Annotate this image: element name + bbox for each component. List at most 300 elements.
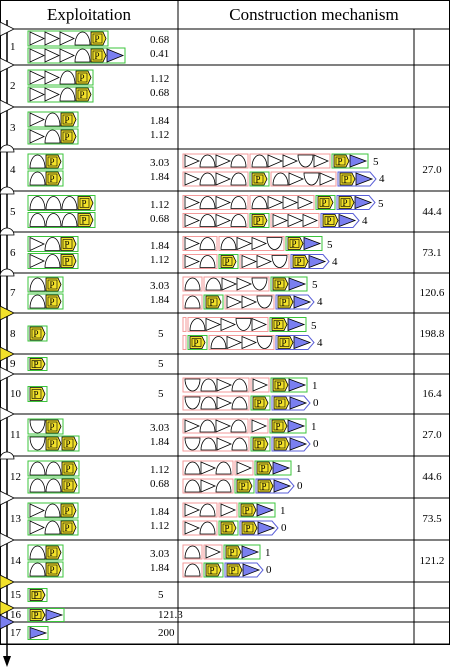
- exploitation-value: 0.68: [150, 478, 170, 490]
- semicircle-icon: [30, 295, 45, 308]
- p-label: P: [64, 523, 70, 533]
- semicircle-icon: [231, 197, 246, 209]
- piece-sequence: [28, 129, 78, 144]
- semicircle-icon: [185, 480, 200, 492]
- timeline-marker: [0, 575, 14, 589]
- triangle-icon: [60, 49, 74, 62]
- triangle-icon: [288, 215, 302, 227]
- triangle-icon: [185, 215, 199, 227]
- triangle-icon: [242, 256, 256, 268]
- triangle-icon: [252, 420, 266, 432]
- p-label: P: [49, 439, 55, 449]
- p-label: P: [33, 610, 39, 621]
- blue-triangle-icon: [274, 480, 290, 492]
- triangle-icon: [242, 337, 256, 349]
- step-count: 4: [332, 255, 338, 268]
- triangle-icon: [216, 197, 230, 209]
- blue-triangle-icon: [356, 173, 372, 185]
- piece-sequence: [28, 277, 63, 292]
- row-number: 12: [10, 471, 21, 483]
- bracket-group: [183, 336, 186, 350]
- step-count: 1: [265, 547, 271, 559]
- p-label: P: [261, 481, 267, 492]
- triangle-icon: [45, 71, 59, 84]
- p-label: P: [255, 174, 261, 185]
- timeline-marker: [0, 533, 14, 547]
- piece-sequence: [183, 479, 294, 493]
- semicircle-icon: [200, 256, 215, 268]
- inverted-semicircle-icon: [267, 238, 282, 250]
- piece-sequence: [183, 545, 260, 559]
- semicircle-icon: [185, 462, 200, 474]
- piece-sequence: [28, 419, 63, 434]
- p-label: P: [209, 297, 215, 308]
- triangle-icon: [185, 173, 199, 185]
- timeline-marker: [0, 269, 14, 276]
- triangle-icon: [303, 215, 317, 227]
- piece-sequence: [28, 627, 48, 640]
- p-label: P: [244, 505, 250, 516]
- p-label: P: [240, 481, 246, 492]
- semicircle-icon: [30, 197, 45, 210]
- inverted-semicircle-icon: [185, 379, 200, 391]
- timeline-marker: [0, 407, 14, 421]
- triangle-icon: [30, 130, 44, 143]
- exploitation-value: 1.84: [150, 294, 170, 306]
- answer-value: 27.0: [422, 429, 442, 441]
- semicircle-icon: [231, 420, 246, 432]
- triangle-icon: [30, 113, 44, 126]
- p-label: P: [49, 157, 55, 167]
- semicircle-icon: [200, 215, 215, 227]
- blue-triangle-icon: [257, 504, 273, 516]
- blue-triangle-icon: [30, 628, 46, 639]
- piece-sequence: [28, 609, 64, 622]
- triangle-icon: [268, 197, 282, 209]
- inverted-semicircle-icon: [185, 397, 200, 409]
- p-label: P: [49, 565, 55, 575]
- exploitation-value: 121.3: [158, 609, 183, 621]
- inverted-semicircle-icon: [30, 437, 45, 450]
- semicircle-icon: [185, 296, 200, 308]
- triangle-icon: [30, 49, 44, 62]
- inverted-semicircle-icon: [257, 337, 272, 349]
- piece-sequence: [28, 31, 108, 46]
- p-label: P: [230, 565, 236, 576]
- semicircle-icon: [232, 397, 247, 409]
- triangle-icon: [273, 215, 287, 227]
- exploitation-value: 0.41: [150, 48, 170, 60]
- triangle-icon: [185, 504, 199, 516]
- semicircle-icon: [201, 438, 216, 450]
- triangle-icon: [185, 197, 199, 209]
- semicircle-icon: [201, 397, 216, 409]
- triangle-icon: [30, 238, 44, 251]
- piece-sequence: [28, 112, 78, 127]
- piece-sequence: [28, 520, 78, 535]
- step-count: 1: [296, 463, 302, 475]
- blue-triangle-icon: [355, 197, 371, 209]
- triangle-icon: [227, 296, 241, 308]
- semicircle-icon: [30, 278, 45, 291]
- p-label: P: [81, 215, 87, 226]
- piece-sequence: [28, 196, 95, 211]
- triangle-icon: [185, 238, 199, 250]
- piece-sequence: [28, 294, 63, 309]
- exploitation-value: 3.03: [150, 157, 170, 169]
- piece-sequence: [183, 461, 291, 475]
- triangle-icon: [185, 256, 199, 268]
- inverted-semicircle-icon: [236, 319, 251, 331]
- piece-sequence: [28, 48, 125, 63]
- answer-value: 73.1: [422, 246, 442, 259]
- p-piece-icon: [0, 575, 14, 589]
- p-label: P: [281, 297, 287, 308]
- blue-triangle-icon: [290, 438, 306, 450]
- exploitation-value: 1.12: [150, 520, 170, 532]
- triangle-icon: [201, 462, 215, 474]
- step-count: 0: [313, 397, 319, 409]
- blue-triangle-icon: [309, 256, 325, 268]
- semicircle-icon: [75, 32, 90, 45]
- piece-sequence: [183, 196, 375, 210]
- step-count: 0: [266, 564, 272, 576]
- triangle-icon: [216, 155, 230, 167]
- piece-sequence: [28, 326, 47, 341]
- piece-sequence: [183, 336, 314, 350]
- piece-sequence: [183, 563, 263, 577]
- timeline-marker: [0, 22, 14, 36]
- row-number: 15: [10, 589, 21, 601]
- piece-sequence: [183, 154, 368, 168]
- piece-sequence: [28, 387, 47, 402]
- semicircle-icon: [0, 269, 14, 276]
- p-label: P: [276, 279, 282, 290]
- blue-triangle-icon: [294, 337, 310, 349]
- p-label: P: [276, 380, 282, 391]
- p-label: P: [277, 398, 283, 409]
- piece-sequence: [183, 396, 310, 410]
- p-piece-icon: [0, 306, 14, 320]
- step-count: 4: [362, 214, 368, 227]
- exploitation-value: 1.84: [150, 171, 170, 183]
- piece-sequence: [183, 521, 278, 535]
- triangle-icon: [30, 504, 44, 517]
- blue-triangle-icon: [350, 155, 366, 167]
- answer-value: 16.4: [422, 388, 442, 400]
- semicircle-icon: [60, 71, 75, 84]
- triangle-icon: [0, 100, 14, 114]
- answer-value: 44.4: [422, 205, 442, 218]
- p-label: P: [275, 320, 281, 330]
- piece-sequence: [183, 503, 275, 517]
- semicircle-icon: [46, 462, 61, 475]
- semicircle-icon: [30, 155, 45, 168]
- triangle-icon: [185, 155, 199, 167]
- p-label: P: [65, 464, 71, 474]
- piece-sequence: [28, 589, 47, 602]
- p-label: P: [224, 257, 230, 267]
- p-label: P: [281, 338, 287, 348]
- p-label: P: [65, 439, 71, 449]
- piece-sequence: [183, 277, 307, 291]
- semicircle-icon: [252, 155, 267, 167]
- p-label: P: [224, 523, 230, 534]
- semicircle-icon: [30, 172, 45, 185]
- inverted-semicircle-icon: [257, 296, 272, 308]
- semicircle-icon: [200, 197, 215, 209]
- exploitation-value: 1.12: [150, 73, 170, 85]
- exploitation-value: 3.03: [150, 422, 170, 434]
- semicircle-icon: [45, 238, 60, 251]
- p-label: P: [326, 216, 332, 226]
- p-label: P: [260, 463, 266, 474]
- triangle-icon: [30, 521, 44, 534]
- exploitation-value: 5: [158, 358, 164, 370]
- p-label: P: [245, 523, 251, 534]
- row-number: 3: [10, 122, 16, 134]
- p-label: P: [342, 198, 348, 208]
- blue-triangle-icon: [294, 296, 310, 308]
- p-label: P: [321, 198, 327, 208]
- triangle-icon: [298, 197, 312, 209]
- triangle-icon: [45, 88, 59, 101]
- row-number: 1: [10, 41, 16, 53]
- p-label: P: [49, 174, 55, 184]
- semicircle-icon: [30, 462, 45, 475]
- exploitation-value: 5: [158, 589, 164, 601]
- semicircle-icon: [30, 546, 45, 559]
- exploitation-value: 1.84: [150, 239, 170, 252]
- step-count: 4: [379, 173, 385, 185]
- blue-triangle-icon: [46, 610, 62, 621]
- semicircle-icon: [75, 49, 90, 62]
- piece-sequence: [28, 478, 79, 493]
- exploitation-value: 1.12: [150, 253, 170, 266]
- triangle-icon: [221, 504, 235, 516]
- triangle-icon: [222, 278, 236, 290]
- exploitation-value: 5: [158, 327, 164, 340]
- blue-triangle-icon: [339, 215, 355, 227]
- answer-value: 121.2: [419, 555, 445, 567]
- p-label: P: [255, 216, 261, 226]
- p-label: P: [33, 359, 39, 370]
- exploitation-value: 1.12: [150, 129, 170, 141]
- semicircle-icon: [252, 197, 267, 209]
- semicircle-icon: [232, 379, 247, 391]
- triangle-icon: [283, 155, 297, 167]
- step-count: 5: [327, 238, 333, 251]
- blue-triangle-icon: [243, 564, 259, 576]
- semicircle-icon: [46, 479, 61, 492]
- inverted-semicircle-icon: [304, 173, 319, 185]
- piece-sequence: [28, 562, 63, 577]
- triangle-icon: [237, 238, 251, 250]
- semicircle-icon: [206, 278, 221, 290]
- inverted-semicircle-icon: [272, 256, 287, 268]
- p-label: P: [64, 115, 70, 125]
- semicircle-icon: [45, 113, 60, 126]
- triangle-icon: [320, 173, 334, 185]
- piece-sequence: [183, 255, 329, 269]
- triangle-icon: [0, 407, 14, 421]
- semicircle-icon: [273, 173, 288, 185]
- piece-sequence: [183, 437, 310, 451]
- semicircle-icon: [46, 214, 61, 227]
- semicircle-icon: [200, 522, 215, 534]
- answer-value: 44.6: [422, 471, 442, 483]
- step-count: 0: [281, 522, 287, 534]
- triangle-icon: [216, 420, 230, 432]
- row-number: 11: [10, 429, 21, 441]
- semicircle-icon: [231, 215, 246, 227]
- step-count: 1: [312, 380, 318, 392]
- row-number: 17: [10, 627, 21, 639]
- exploitation-value: 1.84: [150, 436, 170, 448]
- triangle-icon: [206, 546, 220, 558]
- step-count: 4: [317, 296, 323, 308]
- blue-triangle-icon: [288, 420, 304, 432]
- p-label: P: [64, 132, 70, 142]
- triangle-icon: [283, 197, 297, 209]
- semicircle-icon: [45, 521, 60, 534]
- piece-sequence: [28, 171, 63, 186]
- triangle-icon: [0, 58, 14, 72]
- piece-sequence: [28, 87, 93, 102]
- exploitation-value: 1.84: [150, 562, 170, 574]
- semicircle-icon: [62, 214, 77, 227]
- triangle-icon: [289, 173, 303, 185]
- step-count: 0: [297, 480, 303, 492]
- piece-sequence: [28, 154, 63, 169]
- construction-header: Construction mechanism: [229, 5, 399, 24]
- triangle-icon: [221, 319, 235, 331]
- semicircle-icon: [200, 173, 215, 185]
- p-label: P: [229, 547, 235, 558]
- semicircle-icon: [211, 337, 226, 349]
- bracket-group: [183, 318, 186, 332]
- exploitation-value: 1.12: [150, 198, 170, 211]
- piece-sequence: [28, 213, 95, 228]
- triangle-icon: [30, 255, 44, 268]
- timeline-marker: [0, 58, 14, 72]
- p-label: P: [256, 439, 262, 450]
- row-number: 14: [10, 555, 21, 567]
- p-label: P: [64, 256, 70, 267]
- triangle-icon: [0, 533, 14, 547]
- semicircle-icon: [0, 187, 14, 194]
- semicircle-icon: [0, 452, 14, 459]
- piece-sequence: [183, 295, 314, 309]
- timeline-marker: [0, 100, 14, 114]
- p-label: P: [343, 174, 349, 185]
- triangle-icon: [217, 397, 231, 409]
- blue-triangle-icon: [242, 546, 258, 558]
- piece-sequence: [183, 318, 306, 332]
- inverted-semicircle-icon: [30, 420, 45, 433]
- semicircle-icon: [190, 319, 205, 331]
- triangle-icon: [237, 278, 251, 290]
- step-count: 1: [311, 421, 317, 433]
- p-label: P: [79, 73, 85, 83]
- row-number: 6: [10, 246, 16, 259]
- triangle-icon: [201, 480, 215, 492]
- semicircle-icon: [200, 155, 215, 167]
- piece-sequence: [28, 436, 79, 451]
- triangle-icon: [60, 32, 74, 45]
- semicircle-icon: [231, 155, 246, 167]
- semicircle-icon: [30, 214, 45, 227]
- piece-sequence: [28, 254, 78, 269]
- semicircle-icon: [231, 173, 246, 185]
- row-number: 13: [10, 513, 21, 525]
- inverted-semicircle-icon: [185, 438, 200, 450]
- triangle-icon: [30, 71, 44, 84]
- semicircle-icon: [60, 88, 75, 101]
- piece-sequence: [183, 172, 376, 186]
- p-label: P: [64, 506, 70, 516]
- exploitation-value: 3.03: [150, 280, 170, 292]
- semicircle-icon: [200, 504, 215, 516]
- timeline-marker: [0, 306, 14, 320]
- exploitation-value: 1.84: [150, 506, 170, 518]
- row-number: 9: [10, 358, 16, 370]
- triangle-icon: [314, 155, 328, 167]
- exploitation-value: 1.84: [150, 115, 170, 127]
- triangle-icon: [227, 337, 241, 349]
- semicircle-icon: [185, 564, 200, 576]
- p-label: P: [79, 90, 85, 100]
- triangle-icon: [206, 319, 220, 331]
- p-label: P: [94, 51, 100, 61]
- piece-sequence: [183, 419, 306, 433]
- timeline-marker: [0, 452, 14, 459]
- p-label: P: [64, 239, 70, 250]
- semicircle-icon: [216, 462, 231, 474]
- p-label: P: [49, 297, 55, 307]
- semicircle-icon: [45, 504, 60, 517]
- triangle-icon: [0, 491, 14, 505]
- piece-sequence: [183, 378, 307, 392]
- semicircle-icon: [200, 238, 215, 250]
- semicircle-icon: [221, 238, 236, 250]
- triangle-icon: [216, 215, 230, 227]
- semicircle-icon: [185, 278, 200, 290]
- triangle-icon: [185, 522, 199, 534]
- exploitation-header: Exploitation: [46, 5, 132, 24]
- semicircle-icon: [0, 145, 14, 152]
- piece-sequence: [28, 358, 47, 371]
- semicircle-icon: [30, 563, 45, 576]
- p-label: P: [49, 280, 55, 290]
- row-number: 8: [10, 327, 16, 340]
- blue-triangle-icon: [258, 522, 274, 534]
- semicircle-icon: [62, 197, 77, 210]
- p-label: P: [49, 548, 55, 558]
- semicircle-icon: [45, 130, 60, 143]
- inverted-semicircle-icon: [252, 278, 267, 290]
- answer-value: 27.0: [422, 164, 442, 176]
- row-number: 5: [10, 205, 16, 218]
- triangle-icon: [257, 256, 271, 268]
- piece-sequence: [183, 237, 322, 251]
- triangle-icon: [216, 173, 230, 185]
- blue-triangle-icon: [289, 278, 305, 290]
- triangle-icon: [217, 438, 231, 450]
- p-label: P: [94, 34, 100, 44]
- answer-value: 120.6: [419, 287, 445, 299]
- triangle-icon: [30, 32, 44, 45]
